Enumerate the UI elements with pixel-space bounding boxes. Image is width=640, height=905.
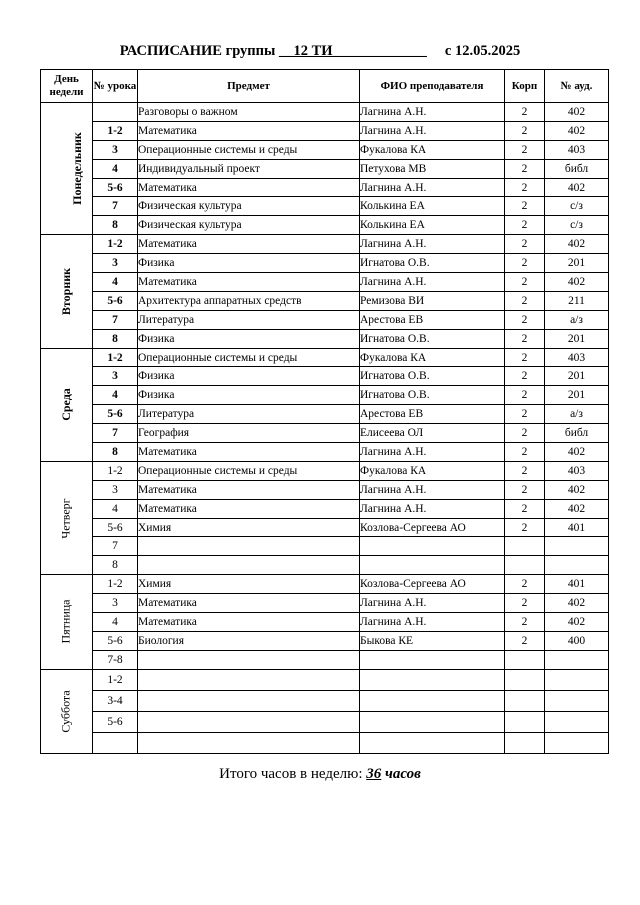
schedule-row: [41, 405, 609, 424]
teacher-cell: [360, 537, 505, 556]
header-day: День недели: [41, 70, 93, 103]
lesson-number: 8: [93, 329, 138, 348]
building-cell: 2: [505, 121, 545, 140]
room-cell: а/з: [545, 405, 609, 424]
schedule-row: [41, 518, 609, 537]
subject-cell: [138, 690, 360, 711]
teacher-cell: Игнатова О.В.: [360, 367, 505, 386]
lesson-number: 1-2: [93, 348, 138, 367]
room-cell: библ: [545, 159, 609, 178]
schedule-row: [41, 235, 609, 254]
room-cell: 400: [545, 631, 609, 650]
total-unit: часов: [381, 766, 421, 782]
total-prefix: Итого часов в неделю:: [219, 766, 367, 782]
lesson-number: 5-6: [93, 518, 138, 537]
building-cell: 2: [505, 461, 545, 480]
day-name: Среда: [58, 388, 73, 422]
schedule-row: [41, 178, 609, 197]
room-cell: 201: [545, 329, 609, 348]
building-cell: 2: [505, 310, 545, 329]
room-cell: 403: [545, 140, 609, 159]
room-cell: библ: [545, 424, 609, 443]
room-cell: [545, 690, 609, 711]
room-cell: [545, 556, 609, 575]
day-name: Понедельник: [69, 132, 84, 205]
lesson-number: 3: [93, 140, 138, 159]
room-cell: [545, 732, 609, 753]
teacher-cell: Лагнина А.Н.: [360, 178, 505, 197]
header-subject: Предмет: [138, 70, 360, 103]
room-cell: 402: [545, 235, 609, 254]
subject-cell: Литература: [138, 310, 360, 329]
schedule-table: [40, 69, 609, 754]
room-cell: 402: [545, 613, 609, 632]
building-cell: 2: [505, 178, 545, 197]
schedule-row: [41, 499, 609, 518]
subject-cell: Операционные системы и среды: [138, 348, 360, 367]
lesson-number: 3: [93, 367, 138, 386]
schedule-row: [41, 273, 609, 292]
room-cell: 402: [545, 480, 609, 499]
room-cell: 201: [545, 386, 609, 405]
teacher-cell: Елисеева ОЛ: [360, 424, 505, 443]
room-cell: 403: [545, 348, 609, 367]
room-cell: с/з: [545, 197, 609, 216]
room-cell: [545, 537, 609, 556]
subject-cell: Математика: [138, 443, 360, 462]
lesson-number: 8: [93, 556, 138, 575]
building-cell: 2: [505, 575, 545, 594]
teacher-cell: [360, 556, 505, 575]
header-teacher: ФИО преподавателя: [360, 70, 505, 103]
schedule-row: [41, 480, 609, 499]
teacher-cell: Лагнина А.Н.: [360, 480, 505, 499]
teacher-cell: Петухова МВ: [360, 159, 505, 178]
subject-cell: Индивидуальный проект: [138, 159, 360, 178]
teacher-cell: Быкова КЕ: [360, 631, 505, 650]
schedule-row: [41, 291, 609, 310]
teacher-cell: Фукалова КА: [360, 461, 505, 480]
lesson-number: [93, 103, 138, 122]
header-lesson: № урока: [93, 70, 138, 103]
building-cell: [505, 537, 545, 556]
subject-cell: Физическая культура: [138, 197, 360, 216]
teacher-cell: Колькина ЕА: [360, 197, 505, 216]
schedule-row: [41, 367, 609, 386]
building-cell: [505, 711, 545, 732]
schedule-row: [41, 461, 609, 480]
day-cell: [41, 348, 93, 461]
building-cell: 2: [505, 197, 545, 216]
subject-cell: Операционные системы и среды: [138, 461, 360, 480]
building-cell: [505, 669, 545, 690]
room-cell: [545, 669, 609, 690]
subject-cell: Математика: [138, 594, 360, 613]
schedule-row: [41, 613, 609, 632]
building-cell: 2: [505, 480, 545, 499]
teacher-cell: [360, 669, 505, 690]
teacher-cell: Лагнина А.Н.: [360, 594, 505, 613]
lesson-number: 7: [93, 197, 138, 216]
building-cell: 2: [505, 443, 545, 462]
room-cell: 401: [545, 518, 609, 537]
lesson-number: 7-8: [93, 650, 138, 669]
subject-cell: Математика: [138, 121, 360, 140]
weekly-total: [0, 766, 640, 783]
schedule-row: [41, 159, 609, 178]
lesson-number: 8: [93, 443, 138, 462]
header-korp: Корп: [505, 70, 545, 103]
teacher-cell: [360, 690, 505, 711]
building-cell: 2: [505, 235, 545, 254]
building-cell: 2: [505, 518, 545, 537]
lesson-number: 1-2: [93, 575, 138, 594]
teacher-cell: Ремизова ВИ: [360, 291, 505, 310]
room-cell: [545, 711, 609, 732]
lesson-number: 4: [93, 386, 138, 405]
lesson-number: 3: [93, 480, 138, 499]
building-cell: 2: [505, 386, 545, 405]
subject-cell: [138, 711, 360, 732]
teacher-cell: Лагнина А.Н.: [360, 121, 505, 140]
schedule-row: [41, 103, 609, 122]
teacher-cell: [360, 711, 505, 732]
schedule-row: [41, 348, 609, 367]
building-cell: [505, 690, 545, 711]
lesson-number: 5-6: [93, 405, 138, 424]
building-cell: 2: [505, 329, 545, 348]
start-date: с 12.05.2025: [444, 43, 521, 59]
subject-cell: [138, 556, 360, 575]
lesson-number: 1-2: [93, 121, 138, 140]
lesson-number: 5-6: [93, 631, 138, 650]
schedule-row: [41, 732, 609, 753]
schedule-row: [41, 329, 609, 348]
building-cell: 2: [505, 499, 545, 518]
building-cell: 2: [505, 405, 545, 424]
room-cell: 402: [545, 103, 609, 122]
building-cell: 2: [505, 273, 545, 292]
schedule-row: [41, 537, 609, 556]
schedule-row: [41, 216, 609, 235]
building-cell: 2: [505, 216, 545, 235]
lesson-number: 7: [93, 310, 138, 329]
building-cell: 2: [505, 631, 545, 650]
building-cell: 2: [505, 140, 545, 159]
room-cell: 402: [545, 499, 609, 518]
subject-cell: Физика: [138, 386, 360, 405]
lesson-number: 5-6: [93, 291, 138, 310]
teacher-cell: Фукалова КА: [360, 140, 505, 159]
day-name: Четверг: [59, 497, 73, 539]
lesson-number: 5-6: [93, 711, 138, 732]
schedule-row: [41, 669, 609, 690]
day-cell: [41, 235, 93, 348]
subject-cell: Физика: [138, 367, 360, 386]
teacher-cell: Игнатова О.В.: [360, 386, 505, 405]
teacher-cell: Козлова-Сергеева АО: [360, 575, 505, 594]
subject-cell: Математика: [138, 499, 360, 518]
room-cell: 402: [545, 443, 609, 462]
lesson-number: 7: [93, 537, 138, 556]
building-cell: 2: [505, 613, 545, 632]
day-cell: [41, 575, 93, 669]
day-cell: [41, 103, 93, 235]
schedule-row: [41, 631, 609, 650]
room-cell: 201: [545, 367, 609, 386]
schedule-row: [41, 575, 609, 594]
lesson-number: 3-4: [93, 690, 138, 711]
lesson-number: 4: [93, 499, 138, 518]
schedule-row: [41, 594, 609, 613]
day-cell: [41, 461, 93, 574]
subject-cell: [138, 650, 360, 669]
lesson-number: 7: [93, 424, 138, 443]
subject-cell: Литература: [138, 405, 360, 424]
schedule-title: [0, 43, 640, 60]
teacher-cell: Лагнина А.Н.: [360, 613, 505, 632]
room-cell: 402: [545, 273, 609, 292]
lesson-number: 1-2: [93, 669, 138, 690]
day-name: Суббота: [58, 690, 73, 733]
lesson-number: 3: [93, 254, 138, 273]
subject-cell: Математика: [138, 235, 360, 254]
building-cell: [505, 650, 545, 669]
room-cell: 401: [545, 575, 609, 594]
total-hours: 36: [366, 766, 382, 782]
teacher-cell: Лагнина А.Н.: [360, 235, 505, 254]
subject-cell: [138, 669, 360, 690]
teacher-cell: [360, 732, 505, 753]
subject-cell: География: [138, 424, 360, 443]
teacher-cell: Лагнина А.Н.: [360, 499, 505, 518]
lesson-number: [93, 732, 138, 753]
subject-cell: Химия: [138, 518, 360, 537]
schedule-row: [41, 711, 609, 732]
subject-cell: Операционные системы и среды: [138, 140, 360, 159]
schedule-row: [41, 556, 609, 575]
lesson-number: 8: [93, 216, 138, 235]
subject-cell: Физика: [138, 254, 360, 273]
subject-cell: [138, 537, 360, 556]
building-cell: 2: [505, 291, 545, 310]
teacher-cell: [360, 650, 505, 669]
building-cell: 2: [505, 348, 545, 367]
room-cell: 403: [545, 461, 609, 480]
subject-cell: Биология: [138, 631, 360, 650]
subject-cell: Разговоры о важном: [138, 103, 360, 122]
teacher-cell: Лагнина А.Н.: [360, 443, 505, 462]
day-name: Вторник: [59, 267, 73, 315]
subject-cell: Математика: [138, 480, 360, 499]
subject-cell: Архитектура аппаратных средств: [138, 291, 360, 310]
lesson-number: 5-6: [93, 178, 138, 197]
day-cell: [41, 669, 93, 753]
subject-cell: [138, 732, 360, 753]
room-cell: 402: [545, 594, 609, 613]
schedule-row: [41, 650, 609, 669]
building-cell: 2: [505, 594, 545, 613]
subject-cell: Физическая культура: [138, 216, 360, 235]
teacher-cell: Козлова-Сергеева АО: [360, 518, 505, 537]
subject-cell: Физика: [138, 329, 360, 348]
schedule-row: [41, 424, 609, 443]
subject-cell: Математика: [138, 273, 360, 292]
header-row: [41, 70, 609, 103]
schedule-row: [41, 254, 609, 273]
room-cell: а/з: [545, 310, 609, 329]
teacher-cell: Колькина ЕА: [360, 216, 505, 235]
subject-cell: Математика: [138, 613, 360, 632]
building-cell: [505, 556, 545, 575]
lesson-number: 4: [93, 613, 138, 632]
teacher-cell: Лагнина А.Н.: [360, 273, 505, 292]
lesson-number: 4: [93, 273, 138, 292]
schedule-row: [41, 386, 609, 405]
day-name: Пятница: [59, 599, 73, 644]
schedule-row: [41, 310, 609, 329]
teacher-cell: Игнатова О.В.: [360, 329, 505, 348]
header-room: № ауд.: [545, 70, 609, 103]
teacher-cell: Игнатова О.В.: [360, 254, 505, 273]
room-cell: 402: [545, 178, 609, 197]
building-cell: [505, 732, 545, 753]
lesson-number: 4: [93, 159, 138, 178]
room-cell: 201: [545, 254, 609, 273]
building-cell: 2: [505, 159, 545, 178]
room-cell: [545, 650, 609, 669]
teacher-cell: Арестова ЕВ: [360, 405, 505, 424]
subject-cell: Математика: [138, 178, 360, 197]
building-cell: 2: [505, 424, 545, 443]
schedule-row: [41, 197, 609, 216]
building-cell: 2: [505, 367, 545, 386]
schedule-row: [41, 690, 609, 711]
room-cell: с/з: [545, 216, 609, 235]
building-cell: 2: [505, 254, 545, 273]
subject-cell: Химия: [138, 575, 360, 594]
lesson-number: 3: [93, 594, 138, 613]
title-prefix: РАСПИСАНИЕ группы: [119, 43, 279, 59]
schedule-row: [41, 443, 609, 462]
schedule-row: [41, 121, 609, 140]
group-name: __12 ТИ_____________: [278, 43, 427, 59]
teacher-cell: Лагнина А.Н.: [360, 103, 505, 122]
teacher-cell: Арестова ЕВ: [360, 310, 505, 329]
lesson-number: 1-2: [93, 461, 138, 480]
lesson-number: 1-2: [93, 235, 138, 254]
building-cell: 2: [505, 103, 545, 122]
room-cell: 402: [545, 121, 609, 140]
schedule-row: [41, 140, 609, 159]
room-cell: 211: [545, 291, 609, 310]
teacher-cell: Фукалова КА: [360, 348, 505, 367]
